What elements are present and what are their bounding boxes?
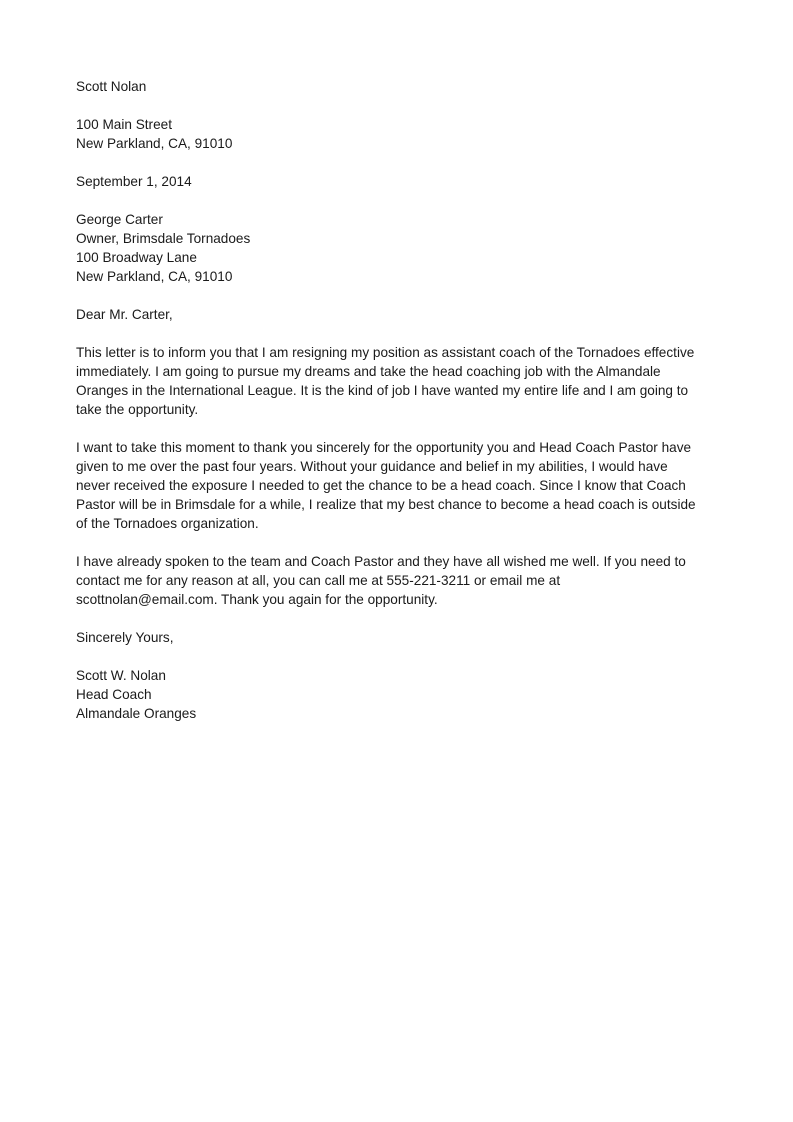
paragraph-line: Pastor will be in Brimsdale for a while, I realize that my best chance to become a head coach is outside <box>76 497 696 512</box>
letter-date-block <box>76 172 721 191</box>
closing-block <box>76 628 721 647</box>
paragraph-line: This letter is to inform you that I am resigning my position as assistant coach of the Tornadoes effective <box>76 345 695 360</box>
paragraph-line: contact me for any reason at all, you can call me at 555-221-3211 or email me at <box>76 573 561 588</box>
paragraph-line: take the opportunity. <box>76 402 199 417</box>
paragraph-line: never received the exposure I needed to get the chance to be a head coach. Since I know that Coach <box>76 478 686 493</box>
salutation: Dear Mr. Carter, <box>76 307 173 322</box>
signature-block <box>76 666 721 723</box>
body-paragraph-3 <box>76 552 721 609</box>
salutation-block <box>76 305 721 324</box>
paragraph-line: scottnolan@email.com. Thank you again for the opportunity. <box>76 592 438 607</box>
signature-name: Scott W. Nolan <box>76 668 166 683</box>
recipient-city-state-zip: New Parkland, CA, 91010 <box>76 269 233 284</box>
paragraph-line: Oranges in the International League. It is the kind of job I have wanted my entire life and I am going to <box>76 383 689 398</box>
closing: Sincerely Yours, <box>76 630 174 645</box>
signature-organization: Almandale Oranges <box>76 706 197 721</box>
paragraph-line: immediately. I am going to pursue my dreams and take the head coaching job with the Almandale <box>76 364 661 379</box>
resignation-letter <box>76 77 721 742</box>
recipient-address <box>76 210 721 286</box>
letter-date: September 1, 2014 <box>76 174 192 189</box>
paragraph-line: given to me over the past four years. Without your guidance and belief in my abilities, I would have <box>76 459 668 474</box>
body-paragraph-2 <box>76 438 721 533</box>
body-paragraph-1 <box>76 343 721 419</box>
paragraph-line: of the Tornadoes organization. <box>76 516 259 531</box>
recipient-title: Owner, Brimsdale Tornadoes <box>76 231 251 246</box>
sender-name-block <box>76 77 721 96</box>
paragraph-line: I want to take this moment to thank you sincerely for the opportunity you and Head Coach Pastor have <box>76 440 692 455</box>
signature-title: Head Coach <box>76 687 152 702</box>
sender-name: Scott Nolan <box>76 79 147 94</box>
sender-city-state-zip: New Parkland, CA, 91010 <box>76 136 233 151</box>
sender-street: 100 Main Street <box>76 117 172 132</box>
paragraph-line: I have already spoken to the team and Coach Pastor and they have all wished me well. If you need to <box>76 554 686 569</box>
sender-address <box>76 115 721 153</box>
recipient-name: George Carter <box>76 212 163 227</box>
recipient-street: 100 Broadway Lane <box>76 250 197 265</box>
